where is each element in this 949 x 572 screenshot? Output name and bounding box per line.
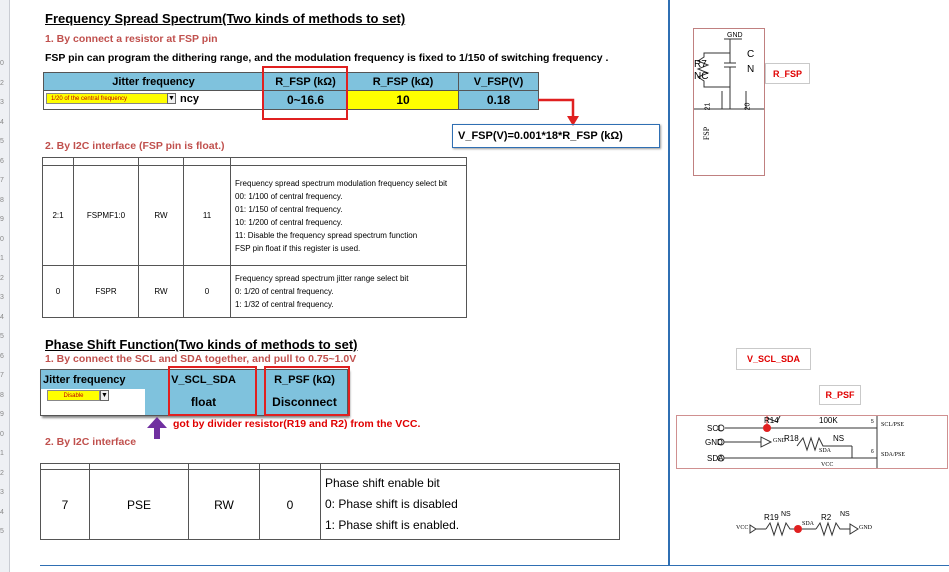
schem-text: 5	[871, 419, 874, 425]
desc-line: 11: Disable the frequency spread spectrum function	[235, 230, 418, 240]
fsp-register-table	[42, 157, 467, 318]
pse-default: 0	[260, 470, 321, 540]
row-number: 6	[0, 157, 4, 165]
row-number: 3	[0, 99, 4, 106]
arrow-to-formula-icon	[536, 94, 586, 128]
vscl-sda-header: V_SCL_SDA	[145, 370, 262, 389]
vfsp-header: V_FSP(V)	[458, 72, 539, 91]
fsp-schematic	[693, 28, 765, 176]
row-number: 4	[0, 508, 4, 516]
fspmf-description	[231, 166, 467, 266]
rpsf-value: Disconnect	[262, 389, 347, 415]
row-number: 2	[0, 79, 4, 87]
schem-text: GND	[727, 32, 743, 39]
schem-text: 21	[704, 102, 712, 111]
row-number: 0	[0, 430, 4, 438]
psf-jitter-dropdown[interactable]: Disable	[47, 390, 100, 401]
schem-text: SDA	[819, 448, 832, 454]
pse-bit: 7	[41, 470, 90, 540]
fspr-name: FSPR	[74, 266, 139, 318]
schem-text: R7	[694, 59, 707, 70]
fspmf-name: FSPMF1:0	[74, 166, 139, 266]
fss-title: Frequency Spread Spectrum(Two kinds of methods to set)	[45, 11, 406, 26]
row-number: 6	[0, 352, 4, 360]
desc-line: Phase shift enable bit	[325, 476, 440, 490]
desc-line: FSP pin float if this register is used.	[235, 243, 361, 253]
rpsf-schematic-label: R_PSF	[819, 385, 861, 405]
fspr-default: 0	[184, 266, 231, 318]
jitter-frequency-dropdown[interactable]: 1/20 of the central frequency	[46, 93, 168, 104]
vscl-sda-schematic-label: V_SCL_SDA	[736, 348, 811, 370]
chevron-down-icon[interactable]: ▼	[101, 392, 108, 399]
desc-line: 0: Phase shift is disabled	[325, 497, 458, 511]
schem-text: SCL	[707, 424, 723, 433]
column-divider	[668, 0, 670, 565]
psf-schematic	[676, 415, 948, 469]
desc-line: 10: 1/200 of central frequency.	[235, 217, 343, 227]
desc-line: Frequency spread spectrum modulation frequency select bit	[235, 178, 448, 188]
vscl-sda-value: float	[145, 389, 262, 415]
fspmf-bit: 2:1	[43, 166, 74, 266]
schem-text: VCC	[736, 525, 749, 531]
schem-text: FSP	[702, 126, 712, 141]
pse-rw: RW	[189, 470, 260, 540]
jitter-frequency-header: Jitter frequency	[43, 72, 264, 91]
vfsp-value: 0.18	[458, 90, 539, 110]
schem-text: R14	[764, 416, 779, 425]
row-number: 5	[0, 138, 4, 145]
fss-method2: 2. By I2C interface (FSP pin is float.)	[45, 140, 225, 152]
row-number: 8	[0, 391, 4, 399]
schem-text: C	[747, 49, 755, 60]
divider-schematic	[736, 503, 878, 553]
schem-text: N	[747, 64, 755, 75]
psf-method1: 1. By connect the SCL and SDA together, and pull to 0.75~1.0V	[45, 353, 357, 365]
schem-text: NS	[840, 511, 850, 518]
row-number: 0	[0, 235, 4, 243]
row-number: 3	[0, 294, 4, 301]
rpsf-highlight-box	[264, 366, 350, 416]
jitter-suffix-text: ncy	[180, 93, 199, 105]
fspmf-default: 11	[184, 166, 231, 266]
fspr-rw: RW	[139, 266, 184, 318]
row-number: 9	[0, 216, 4, 223]
row-number: 5	[0, 528, 4, 535]
schem-text: R2	[821, 513, 832, 522]
desc-line: 0: 1/20 of central frequency.	[235, 287, 334, 296]
fspr-bit: 0	[43, 266, 74, 318]
desc-line: 01: 1/150 of central frequency.	[235, 204, 343, 214]
row-number: 2	[0, 274, 4, 282]
row-number: 8	[0, 196, 4, 204]
schem-text: GND	[773, 438, 786, 444]
pse-name: PSE	[90, 470, 189, 540]
psf-note: got by divider resistor(R19 and R2) from the VCC.	[173, 418, 421, 430]
fspr-description	[231, 266, 467, 318]
row-number: 3	[0, 489, 4, 496]
schem-text: NC	[694, 71, 709, 82]
schem-text: R19	[764, 513, 779, 522]
row-number: 4	[0, 313, 4, 321]
psf-title: Phase Shift Function(Two kinds of methods to set)	[45, 337, 358, 352]
schem-text: GND	[859, 525, 872, 531]
schem-text: 100K	[819, 416, 838, 425]
schem-text: SDA	[707, 454, 724, 463]
pse-register-table	[40, 463, 620, 540]
schem-text: 6	[871, 449, 874, 455]
row-number: 4	[0, 118, 4, 126]
vscl-sda-highlight-box	[168, 366, 257, 416]
schem-text: NS	[833, 434, 845, 443]
desc-line: 00: 1/100 of central frequency.	[235, 191, 343, 201]
chevron-down-icon[interactable]: ▼	[168, 95, 175, 102]
row-gutter	[0, 0, 10, 572]
schem-text: 20	[744, 102, 752, 111]
schem-text: SDA/PSE	[881, 452, 906, 458]
rfsp-range-header: R_FSP (kΩ)	[263, 72, 348, 91]
pse-description	[321, 470, 620, 540]
vfsp-formula: V_FSP(V)=0.001*18*R_FSP (kΩ)	[452, 124, 660, 148]
rfsp-highlight-box	[262, 66, 348, 120]
row-number: 9	[0, 411, 4, 418]
rfsp-range-value: 0~16.6	[263, 90, 348, 110]
psf-jitter-header: Jitter frequency	[41, 370, 145, 389]
rpsf-header: R_PSF (kΩ)	[262, 370, 347, 389]
row-number: 7	[0, 372, 4, 379]
row-number: 7	[0, 177, 4, 184]
row-number: 1	[0, 255, 4, 262]
row-number: 2	[0, 469, 4, 477]
schem-text: GND	[705, 438, 723, 447]
schem-text: NS	[781, 511, 791, 518]
fss-desc: FSP pin can program the dithering range, and the modulation frequency is fixed to 1/150 of switching frequency .	[45, 52, 609, 64]
schem-text: VCC	[821, 462, 834, 468]
rfsp-schematic-label: R_FSP	[765, 63, 810, 84]
schem-text: SDA	[802, 521, 815, 527]
schem-text: SCL/PSE	[881, 422, 905, 428]
desc-line: 1: 1/32 of central frequency.	[235, 300, 334, 309]
bottom-divider	[40, 565, 949, 566]
fss-method1: 1. By connect a resistor at FSP pin	[45, 33, 218, 45]
row-number: 1	[0, 450, 4, 457]
psf-method2: 2. By I2C interface	[45, 436, 137, 448]
schem-text: R18	[784, 434, 799, 443]
desc-line: Frequency spread spectrum jitter range select bit	[235, 274, 409, 283]
rfsp-value-input[interactable]: 10	[347, 90, 459, 110]
desc-line: 1: Phase shift is enabled.	[325, 518, 460, 532]
rfsp-value-header: R_FSP (kΩ)	[347, 72, 459, 91]
row-number: 0	[0, 60, 4, 67]
fspmf-rw: RW	[139, 166, 184, 266]
arrow-up-icon	[146, 416, 168, 440]
row-number: 5	[0, 333, 4, 340]
